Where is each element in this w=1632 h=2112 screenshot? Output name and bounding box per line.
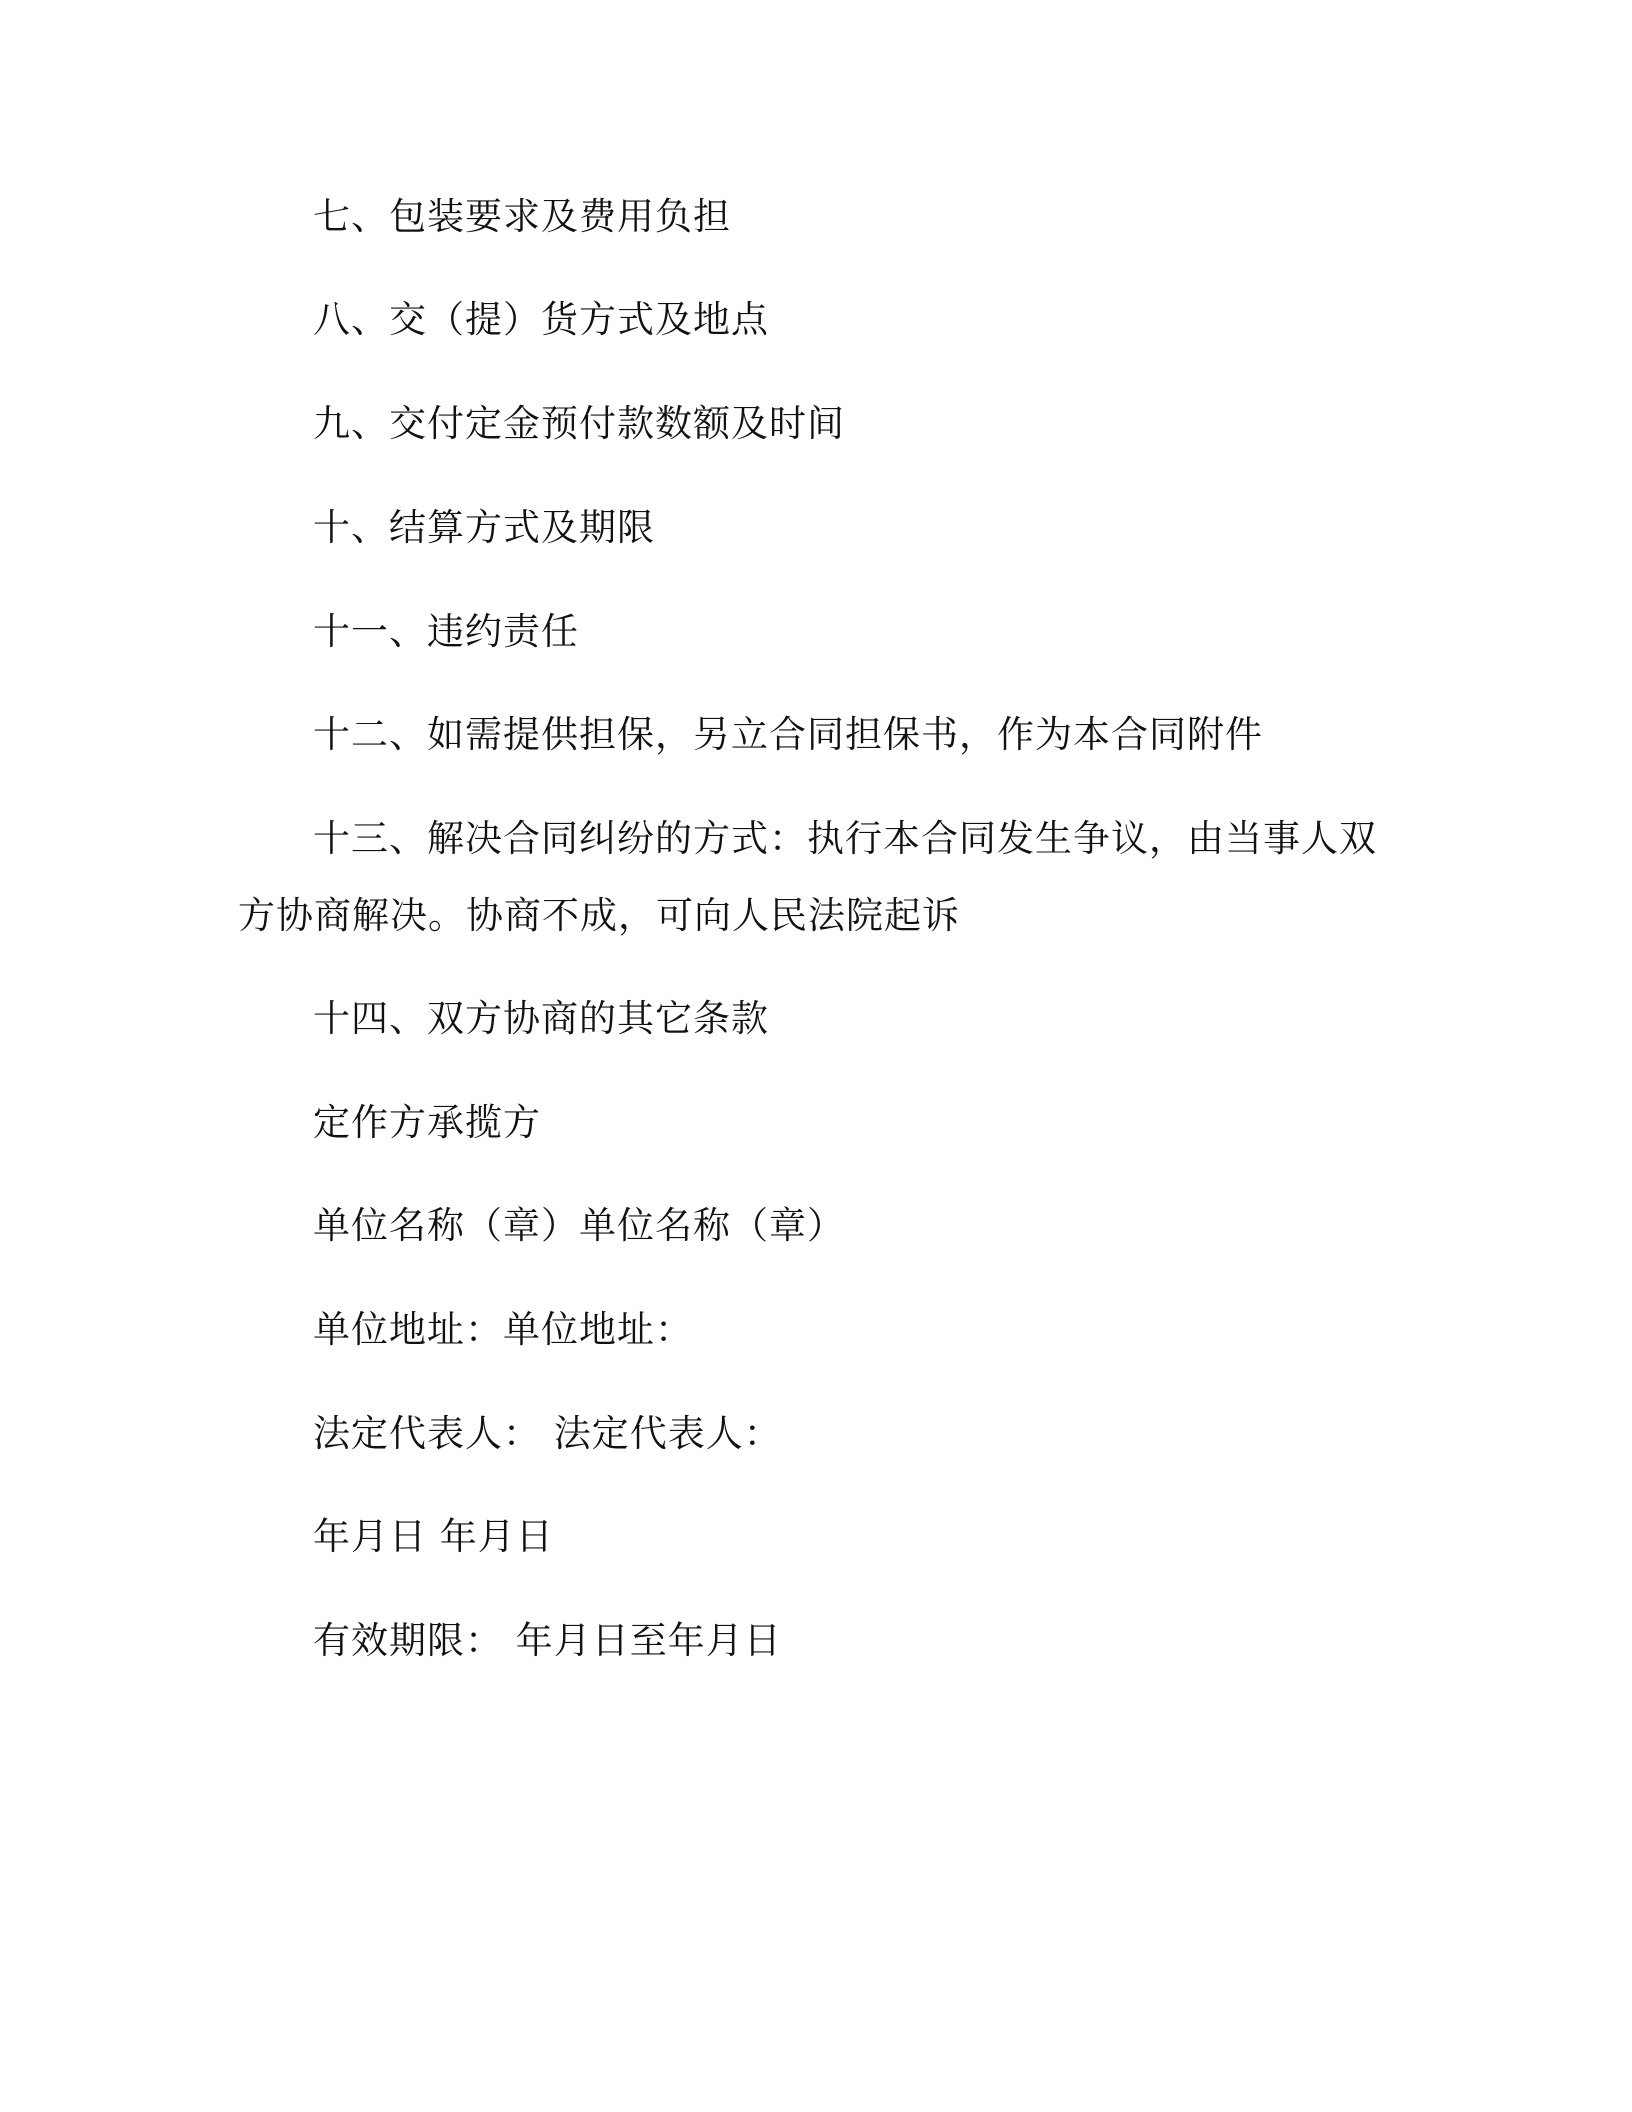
clause-7-packaging: 七、包装要求及费用负担 (313, 195, 731, 238)
legal-representative-line: 法定代表人： 法定代表人： (313, 1412, 782, 1455)
date-line: 年月日 年月日 (313, 1515, 554, 1558)
clause-11-liability: 十一、违约责任 (313, 610, 579, 653)
clause-12-guarantee: 十二、如需提供担保，另立合同担保书，作为本合同附件 (313, 713, 1263, 756)
clause-10-settlement: 十、结算方式及期限 (313, 506, 655, 549)
unit-name-line: 单位名称（章）单位名称（章） (313, 1204, 845, 1247)
clause-8-delivery: 八、交（提）货方式及地点 (313, 298, 769, 341)
unit-address-line: 单位地址：单位地址： (313, 1308, 693, 1351)
validity-period-line: 有效期限： 年月日至年月日 (313, 1619, 782, 1662)
parties-heading: 定作方承揽方 (313, 1101, 541, 1144)
clause-9-deposit: 九、交付定金预付款数额及时间 (313, 402, 845, 445)
clause-13-dispute: 十三、解决合同纠纷的方式：执行本合同发生争议，由当事人双 (313, 817, 1377, 860)
clause-14-other-terms: 十四、双方协商的其它条款 (313, 997, 769, 1040)
clause-13-dispute-continued: 方协商解决。协商不成，可向人民法院起诉 (238, 894, 960, 937)
